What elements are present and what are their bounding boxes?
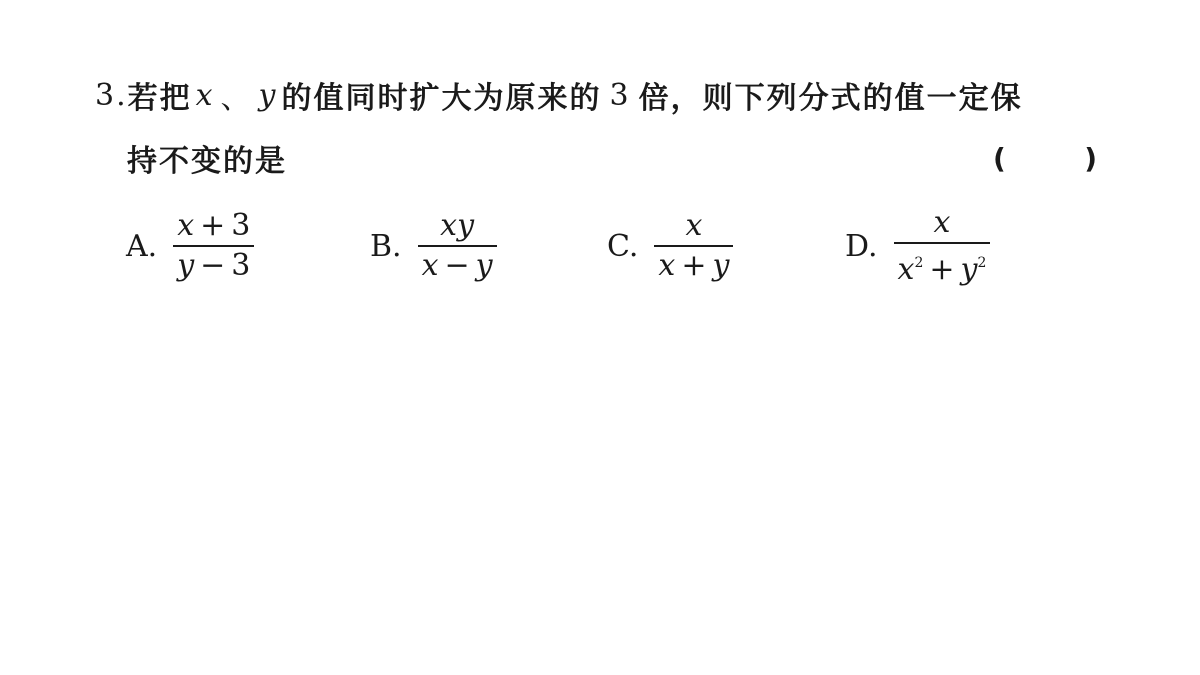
option-a-den-operator: − xyxy=(200,248,226,283)
question-text-line2: 持不变的是 xyxy=(127,144,287,179)
option-c[interactable] xyxy=(607,204,733,288)
question-line-2 xyxy=(127,135,287,181)
option-a[interactable] xyxy=(126,204,254,288)
option-b-num-term-1: x xyxy=(440,208,458,243)
option-a-denominator xyxy=(173,247,254,285)
option-c-den-term-2: y xyxy=(712,248,730,283)
option-d-den-term-1: x xyxy=(897,251,915,287)
option-a-num-term-2: 3 xyxy=(231,208,251,243)
option-a-label: A. xyxy=(126,228,158,264)
option-c-den-operator: + xyxy=(681,248,707,283)
option-b-den-term-2: y xyxy=(475,248,493,283)
answer-blank[interactable] xyxy=(993,135,1097,181)
question-line-1 xyxy=(95,72,1023,118)
option-d-den-term-2: y xyxy=(960,251,978,287)
option-b-label: B. xyxy=(370,228,402,264)
answer-paren-open: ( xyxy=(993,141,1006,175)
option-d-den-exponent-2: 2 xyxy=(977,254,987,271)
enumeration-comma: 、 xyxy=(220,81,253,116)
option-b-num-term-2: y xyxy=(457,208,475,243)
option-c-num-term-1: x xyxy=(685,208,703,243)
answer-paren-close: ) xyxy=(1084,141,1097,175)
option-c-den-term-1: x xyxy=(658,248,676,283)
option-d-den-exponent-1: 2 xyxy=(914,254,924,271)
option-b-numerator xyxy=(436,207,478,245)
option-b-denominator xyxy=(418,247,497,285)
option-a-fraction xyxy=(173,207,254,285)
option-b-fraction xyxy=(418,207,497,285)
option-a-num-term-1: x xyxy=(177,208,195,243)
option-c-numerator xyxy=(681,207,706,245)
option-b-den-term-1: x xyxy=(421,248,439,283)
option-c-denominator xyxy=(654,247,733,285)
option-b[interactable] xyxy=(370,204,497,288)
option-d-label: D. xyxy=(845,228,878,264)
question-text-part3: 倍，则下列分式的值一定保 xyxy=(638,81,1023,116)
option-b-den-operator: − xyxy=(444,248,470,283)
option-d-numerator xyxy=(930,204,955,242)
variable-x: x xyxy=(195,77,215,113)
option-d-fraction xyxy=(894,204,991,289)
option-a-numerator xyxy=(173,207,254,245)
option-d[interactable] xyxy=(845,204,990,288)
question-number: 3. xyxy=(95,77,128,113)
variable-y: y xyxy=(258,77,278,113)
option-d-denominator xyxy=(894,244,991,289)
question-text-part1: 若把 xyxy=(127,81,192,116)
option-c-label: C. xyxy=(607,228,639,264)
scale-factor: 3 xyxy=(609,77,631,113)
option-c-fraction xyxy=(654,207,733,285)
option-d-num-term-1: x xyxy=(933,204,951,240)
question-text-part2: 的值同时扩大为原来的 xyxy=(281,81,602,116)
option-a-den-term-2: 3 xyxy=(231,248,251,283)
option-a-den-term-1: y xyxy=(177,248,195,283)
option-d-den-operator: + xyxy=(929,251,955,287)
option-a-num-operator: + xyxy=(200,208,226,243)
